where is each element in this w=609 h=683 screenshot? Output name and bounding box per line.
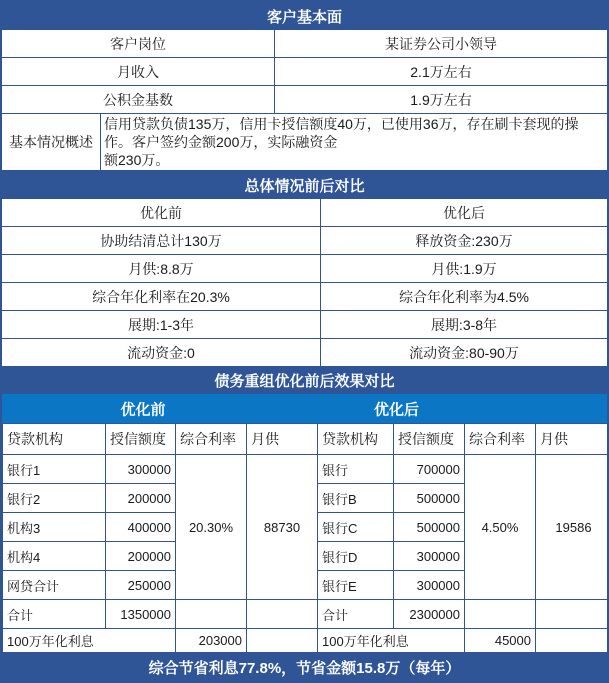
table-row [2,199,607,227]
credit-amount: 300000 [394,571,465,600]
section1-title: 客户基本面 [266,8,342,26]
credit-amount: 700000 [394,455,465,484]
section3-header [2,367,607,394]
interest-amount: 203000 [176,629,247,653]
after-label: 优化后 [373,401,419,418]
total-row [3,600,609,629]
empty-cell [176,600,247,629]
lender-name: 银行C [318,513,394,542]
table-row [2,227,607,255]
total-label: 合计 [3,600,106,629]
credit-amount: 250000 [106,571,176,600]
before-cell: 优化前 [2,199,321,226]
row-value: 某证券公司小领导 [385,35,497,52]
total-amount: 1350000 [106,600,176,629]
before-cell: 展期:1-3年 [2,311,321,338]
row-value: 1.9万左右 [410,91,472,108]
lender-name: 机构4 [3,542,106,571]
after-rate: 4.50% [465,455,536,600]
after-cell: 流动资金:80-90万 [409,344,519,361]
credit-amount: 300000 [394,542,465,571]
table-row [2,283,607,311]
empty-cell [536,629,609,653]
col-header-org: 贷款机构 [318,424,394,455]
lender-name: 银行B [318,484,394,513]
loans-header-row [3,424,609,455]
after-cell: 月供:1.9万 [431,260,497,277]
summary-line: 信用贷款负债135万，信用卡授信额度40万，已使用36万，存在刷卡套现的操 [104,116,579,132]
lender-name: 银行2 [3,484,106,513]
table-row [2,339,607,367]
total-amount: 2300000 [394,600,465,629]
interest-row [3,629,609,653]
table-row [2,58,607,86]
loans-table [2,423,609,653]
col-header-credit: 授信额度 [394,424,465,455]
section3-title: 债务重组优化前后效果对比 [214,373,395,390]
row-label: 公积金基数 [2,86,275,113]
summary-text [101,114,607,170]
col-header-rate: 综合利率 [176,424,247,455]
interest-label: 100万年化利息 [318,629,465,653]
lender-name: 银行D [318,542,394,571]
section2-title: 总体情况前后对比 [244,177,365,195]
after-cell: 展期:3-8年 [430,316,498,333]
table-row [3,455,609,484]
empty-cell [247,600,318,629]
before-monthly: 88730 [247,455,318,600]
col-header-monthly: 月供 [247,424,318,455]
credit-amount: 500000 [394,484,465,513]
after-cell: 综合年化利率为4.5% [399,288,529,305]
summary-line: 作。客户签约金额200万，实际融资金 [104,134,338,150]
table-row [2,311,607,339]
lender-name: 机构3 [3,513,106,542]
before-rate: 20.30% [176,455,247,600]
table-row [2,30,607,58]
savings-summary-text: 综合节省利息77.8%，节省金额15.8万（每年） [148,659,461,677]
row-label: 客户岗位 [2,30,275,57]
section1-header [2,2,607,30]
before-cell: 流动资金:0 [2,339,321,366]
savings-summary-footer [2,653,607,681]
row-label: 月收入 [2,58,275,85]
section2-header [2,171,607,199]
before-cell: 综合年化利率在20.3% [2,283,321,310]
credit-amount: 400000 [106,513,176,542]
after-cell: 优化后 [443,204,485,221]
col-header-rate: 综合利率 [465,424,536,455]
total-label: 合计 [318,600,394,629]
before-label: 优化前 [120,401,166,418]
summary-row [2,114,607,171]
after-monthly: 19586 [536,455,609,600]
col-header-monthly: 月供 [536,424,609,455]
credit-amount: 200000 [106,484,176,513]
lender-name: 网贷合计 [3,571,106,600]
summary-line: 额230万。 [104,152,170,168]
credit-amount: 500000 [394,513,465,542]
credit-amount: 300000 [106,455,176,484]
after-cell: 释放资金:230万 [415,232,513,249]
empty-cell [465,600,536,629]
interest-amount: 45000 [465,629,536,653]
lender-name: 银行1 [3,455,106,484]
empty-cell [247,629,318,653]
before-cell: 协助结清总计130万 [2,227,321,254]
col-header-credit: 授信额度 [106,424,176,455]
before-cell: 月供:8.8万 [2,255,321,282]
lender-name: 银行E [318,571,394,600]
lender-name: 银行 [318,455,394,484]
table-row [2,255,607,283]
row-value: 2.1万左右 [410,63,472,80]
section3-subheader [2,394,607,423]
table-row [2,86,607,114]
interest-label: 100万年化利息 [3,629,176,653]
col-header-org: 贷款机构 [3,424,106,455]
empty-cell [536,600,609,629]
summary-label: 基本情况概述 [2,114,101,170]
credit-amount: 200000 [106,542,176,571]
